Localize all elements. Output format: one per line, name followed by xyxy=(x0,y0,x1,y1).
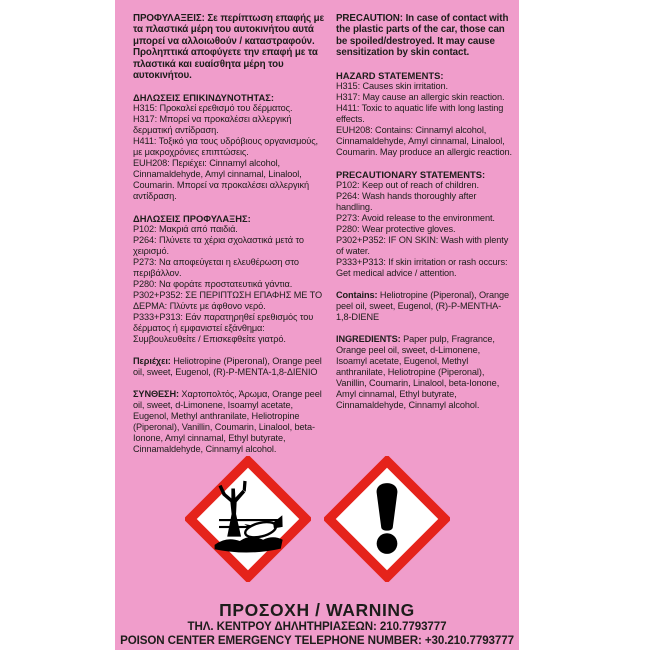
english-precaution-text: In case of contact with the plastic parts of the car, those can be spoiled/destroyed. It may cause sensitization by skin contact. xyxy=(336,13,509,59)
label-footer xyxy=(115,600,519,647)
precautionary-statement: P273: Avoid release to the environment. xyxy=(336,212,495,223)
poison-center-phone-en: POISON CENTER EMERGENCY TELEPHONE NUMBER: +30.210.7793777 xyxy=(120,633,514,647)
hazard-statement: H411: Τοξικό για τους υδρόβιους οργανισμούς, με μακροχρόνιες επιπτώσεις. xyxy=(133,136,318,158)
hazard-statement: H317: Μπορεί να προκαλέσει αλλεργική δερματική αντίδραση. xyxy=(133,114,292,136)
product-warning-label xyxy=(115,0,519,650)
hazard-statement: H411: Toxic to aquatic life with long lasting effects. xyxy=(336,102,504,124)
precautionary-statement: P302+P352: ΣΕ ΠΕΡΙΠΤΩΣΗ ΕΠΑΦΗΣ ΜΕ ΤΟ ΔΕΡΜΑ: Πλύντε με άφθονο νερό. xyxy=(133,290,322,312)
hazard-statement: H317: May cause an allergic skin reaction. xyxy=(336,91,505,102)
warning-title: ΠΡΟΣΟΧΗ / WARNING xyxy=(219,600,415,620)
precautionary-statement: P102: Keep out of reach of children. xyxy=(336,179,479,190)
ghs07-exclamation-icon xyxy=(324,456,450,582)
greek-contains-paragraph xyxy=(133,356,326,378)
greek-precautionary-section xyxy=(133,213,326,345)
ghs09-environment-icon xyxy=(185,456,311,582)
greek-ingredients-paragraph xyxy=(133,389,326,455)
greek-contains-label: Περιέχει: xyxy=(133,356,171,367)
greek-ingredients-label: ΣΥΝΘΕΣΗ: xyxy=(133,389,179,400)
english-column xyxy=(336,13,512,466)
english-ingredients-text: Paper pulp, Fragrance, Orange peel oil, sweet, d-Limonene, Isoamyl acetate, Eugenol, Methyl anthranilate, Heliotropine (Piperonal), Vanillin, Coumarin, Linalool, beta-Ionone, Amyl cinnamal, Ethyl butyrate, Cinnamaldehyde, Cinnamyl alcohol. xyxy=(336,333,500,410)
english-contains-label: Contains: xyxy=(336,289,378,300)
precautionary-statement: P333+P313: Εάν παρατηρηθεί ερεθισμός του δέρματος ή εμφανιστεί εξάνθημα: Συμβουλευθείτε / Επισκεφθείτε γιατρό. xyxy=(133,312,314,345)
hazard-statement: EUH208: Περιέχει: Cinnamyl alcohol, Cinnamaldehyde, Amyl cinnamal, Linalool, Coumarin. Μπορεί να προκαλέσει αλλεργική αντίδραση. xyxy=(133,158,309,202)
ghs-pictogram-row xyxy=(115,456,519,582)
greek-contains-text: Heliotropine (Piperonal), Orange peel oil, sweet, Eugenol, (R)-P-MENTA-1,8-ΔΙΕΝΙΟ xyxy=(133,356,322,378)
greek-column xyxy=(133,13,326,466)
english-ingredients-label: INGREDIENTS: xyxy=(336,333,401,344)
english-contains-paragraph xyxy=(336,290,512,323)
hazard-statement: H315: Causes skin irritation. xyxy=(336,80,448,91)
label-text-columns xyxy=(133,13,512,466)
poison-center-phone-gr: ΤΗΛ. ΚΕΝΤΡΟΥ ΔΗΛΗΤΗΡΙΑΣΕΩΝ: 210.7793777 xyxy=(187,620,447,633)
greek-precaution-title: ΠΡΟΦΥΛΑΞΕΙΣ: xyxy=(133,13,205,24)
precautionary-statement: P264: Wash hands thoroughly after handling. xyxy=(336,190,477,212)
precautionary-statement: P273: Να αποφεύγεται η ελευθέρωση στο περιβάλλον. xyxy=(133,257,299,279)
greek-hazard-title: ΔΗΛΩΣΕΙΣ ΕΠΙΚΙΝΔΥΝΟΤΗΤΑΣ: xyxy=(133,92,275,104)
english-ingredients-paragraph xyxy=(336,334,512,411)
greek-precautionary-title: ΔΗΛΩΣΕΙΣ ΠΡΟΦΥΛΑΞΗΣ: xyxy=(133,213,251,225)
greek-hazard-section xyxy=(133,92,326,202)
hazard-statement: H315: Προκαλεί ερεθισμό του δέρματος. xyxy=(133,103,293,114)
english-precaution-paragraph xyxy=(336,13,512,59)
english-hazard-title: HAZARD STATEMENTS: xyxy=(336,69,444,81)
precautionary-statement: P280: Wear protective gloves. xyxy=(336,223,456,234)
precautionary-statement: P302+P352: IF ON SKIN: Wash with plenty of water. xyxy=(336,234,509,256)
precautionary-statement: P102: Μακριά από παιδιά. xyxy=(133,224,238,235)
greek-precaution-text: Σε περίπτωση επαφής με τα πλαστικά μέρη του αυτοκινήτου αυτά μπορεί να αλλοιωθούν / καταστραφούν. Προληπτικά αποφύγετε την επαφή με τα πλαστικά και ευαίσθητα μέρη του αυτοκινήτου. xyxy=(133,13,325,82)
precautionary-statement: P333+P313: If skin irritation or rash occurs: Get medical advice / attention. xyxy=(336,256,508,278)
hazard-statement: EUH208: Contains: Cinnamyl alcohol, Cinnamaldehyde, Amyl cinnamal, Linalool, Coumarin. May produce an allergic reaction. xyxy=(336,124,512,157)
precautionary-statement: P280: Να φοράτε προστατευτικά γάντια. xyxy=(133,279,293,290)
english-hazard-section xyxy=(336,70,512,158)
english-precautionary-title: PRECAUTIONARY STATEMENTS: xyxy=(336,168,486,180)
english-precaution-title: PRECAUTION: xyxy=(336,13,403,24)
english-contains-text: Heliotropine (Piperonal), Orange peel oil, sweet, Eugenol, (R)-P-MENTHA-1,8-DIENE xyxy=(336,289,509,322)
english-precautionary-section xyxy=(336,169,512,279)
greek-ingredients-text: Χαρτοπολτός, Άρωμα, Orange peel oil, sweet, d-Limonene, Isoamyl acetate, Eugenol, Methyl anthranilate, Heliotropine (Piperonal), Vanillin, Coumarin, Linalool, beta-Ionone, Amyl cinnamal, Ethyl butyrate, Cinnamaldehyde, Cinnamyl alcohol. xyxy=(133,389,322,455)
greek-precaution-paragraph xyxy=(133,13,326,81)
precautionary-statement: P264: Πλύνετε τα χέρια σχολαστικά μετά το χειρισμό. xyxy=(133,235,304,257)
